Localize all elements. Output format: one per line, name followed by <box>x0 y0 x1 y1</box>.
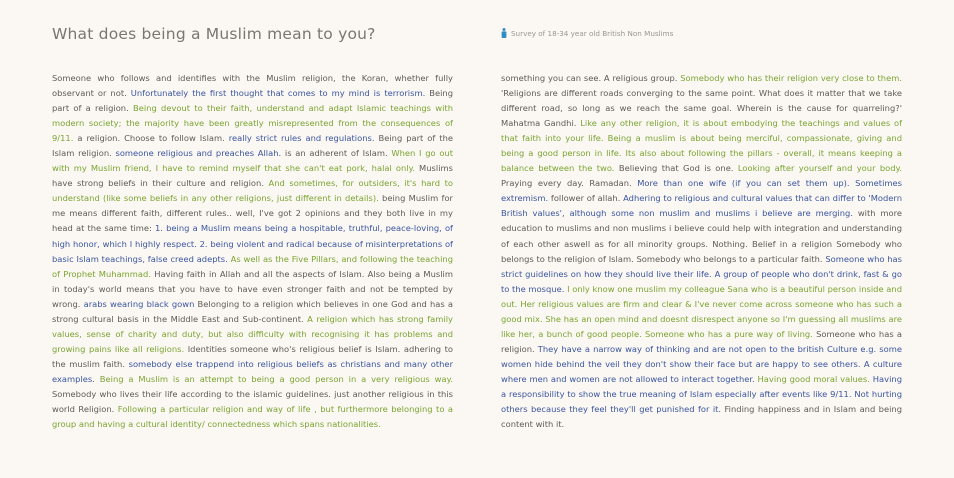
response-segment: Being part of the Islam religion. <box>52 133 453 159</box>
response-segment: Somebody who lives their life according to the islamic guidelines. just another religious in this world Religion. <box>52 388 453 415</box>
response-segment: being Muslim for me means different faith, different rules.. well, I've got 2 opinions and they both live in my head at the same time: <box>52 193 453 234</box>
response-segment: More than one wife (if you can set them up). Sometimes extremism. <box>501 178 903 204</box>
response-segment: arabs wearing black gown <box>83 298 198 309</box>
response-segment: Finding happiness and in Islam and being content with it. <box>501 404 902 430</box>
response-segment: follower of allah. <box>550 193 624 204</box>
response-segment: Looking after yourself and your body. <box>737 163 902 174</box>
response-segment: Somebody who has their religion very close to them. <box>680 73 902 83</box>
response-segment: really strict rules and regulations. <box>228 133 379 144</box>
right-text-column <box>501 71 902 432</box>
response-segment: Believing that God is one. <box>618 163 738 174</box>
response-segment: Having faith in Allah and all the aspects of Islam. Also being a Muslim in today's world means that you have to have even stronger faith and not be tempted by wrong. <box>52 268 453 309</box>
person-icon <box>501 28 507 38</box>
response-segment: Like any other religion, it is about embodying the teachings and values of that faith into your life. Being a muslim is about being merciful, compassionate, giving and being a good person in life. Its also about following the pillars - overall, it means keeping a balance between the two. <box>501 118 903 174</box>
page-title: What does being a Muslim mean to you? <box>52 25 376 43</box>
response-segment: something you can see. A religious group. <box>501 73 681 83</box>
response-segment: somebody else trappend into religious beliefs as christians and many other examples. <box>52 358 453 384</box>
survey-label: Survey of 18-34 year old British Non Muslims <box>511 28 674 38</box>
response-segment: Someone who follows and identifies with the Muslim religion, the Koran, whether fully observant or not. <box>52 73 453 99</box>
response-segment: Unfortunately the first thought that comes to my mind is terrorism. <box>130 88 430 99</box>
response-segment: Identities someone who's religious belief is Islam. adhering to the muslim faith. <box>52 343 453 369</box>
response-segment: Adhering to religious and cultural values that can differ to 'Modern British values', although some non muslim and muslims i believe are merging. <box>501 193 902 219</box>
response-segment: Muslims have strong beliefs in their culture and religion. <box>52 163 453 189</box>
response-segment: Being devout to their faith, understand and adapt Islamic teachings with modern society; the majority have been greatly misrepresented from the consequences of 9/11. <box>52 103 453 144</box>
response-segment: Being part of a religion. <box>52 88 453 114</box>
response-segment: 1. being a Muslim means being a hospitable, truthful, peace-loving, of high honor, which I highly respect. 2. being violent and radical because of misinterpretations of basic Islam teachings, false creed adepts. <box>52 223 453 264</box>
response-segment: Having a responsibility to show the true meaning of Islam especially after events like 9/11. Not hurting others because they feel they'll get punished for it. <box>501 373 902 415</box>
response-segment: A religion which has strong family values, sense of charity and duty, but also difficulty with recognising it has problems and growing pains like all religions. <box>52 313 453 354</box>
response-segment: Following a particular religion and way of life , but furthermore belonging to a group and having a cultural identity/ connectedness which spans nationalities. <box>52 404 453 430</box>
response-segment: a religion. Choose to follow Islam. <box>77 133 229 144</box>
response-segment: Having good moral values. <box>757 373 873 384</box>
response-segment: someone religious and preaches Allah. <box>115 148 285 159</box>
survey-caption <box>501 28 673 38</box>
response-segment: And sometimes, for outsiders, it's hard to understand (like some beliefs in any other religions, just different in details). <box>52 178 453 204</box>
response-segment: When I go out with my Muslim friend, I have to remind myself that she can't eat pork, halal only. <box>52 148 453 174</box>
response-segment: Praying every day. Ramadan. <box>501 178 638 189</box>
response-segment: with more education to muslims and non muslims i believe could help with integration and understanding of each other aswell as for all minority groups. Nothing. Belief in a religion Somebody who belongs to the religion of Islam. Somebody who belongs to a particular faith. <box>501 208 902 264</box>
response-segment: I only know one muslim my colleague Sana who is a beautiful person inside and out. Her religious values are firm and clear & I've never come across someone who has such a good mix. She has an open mind and doesnt disrespect anyone so I'm guessing all muslims are like her, a bunch of good people. Someone who has a pure way of living. <box>501 283 902 339</box>
response-segment: Being a Muslim is an attempt to being a good person in a very religious way. <box>99 373 453 384</box>
response-segment: They have a narrow way of thinking and are not open to the british Culture e.g. some women hide behind the veil they don't show their face but are happy to see others. A culture where men and women are not allowed to interact together. <box>501 343 902 384</box>
response-segment: As well as the Five Pillars, and following the teaching of Prophet Muhammad. <box>52 253 453 279</box>
left-text-column <box>52 71 453 432</box>
response-segment: Someone who has a religion. <box>501 328 902 354</box>
response-segment: 'Religions are different roads converging to the same point. What does it matter that we take different road, so long as we reach the same goal. Wherein is the cause for quarreling?' Mahatma Gandhi. <box>501 88 902 129</box>
response-segment: Someone who has strict guidelines on how they should live their life. A group of people who don't drink, fast & go to the mosque. <box>501 253 902 294</box>
response-segment: Belonging to a religion which believes in one God and has a strong cultural basis in the Middle East and Sub-continent. <box>52 298 453 324</box>
response-segment: is an adherent of Islam. <box>284 148 392 159</box>
